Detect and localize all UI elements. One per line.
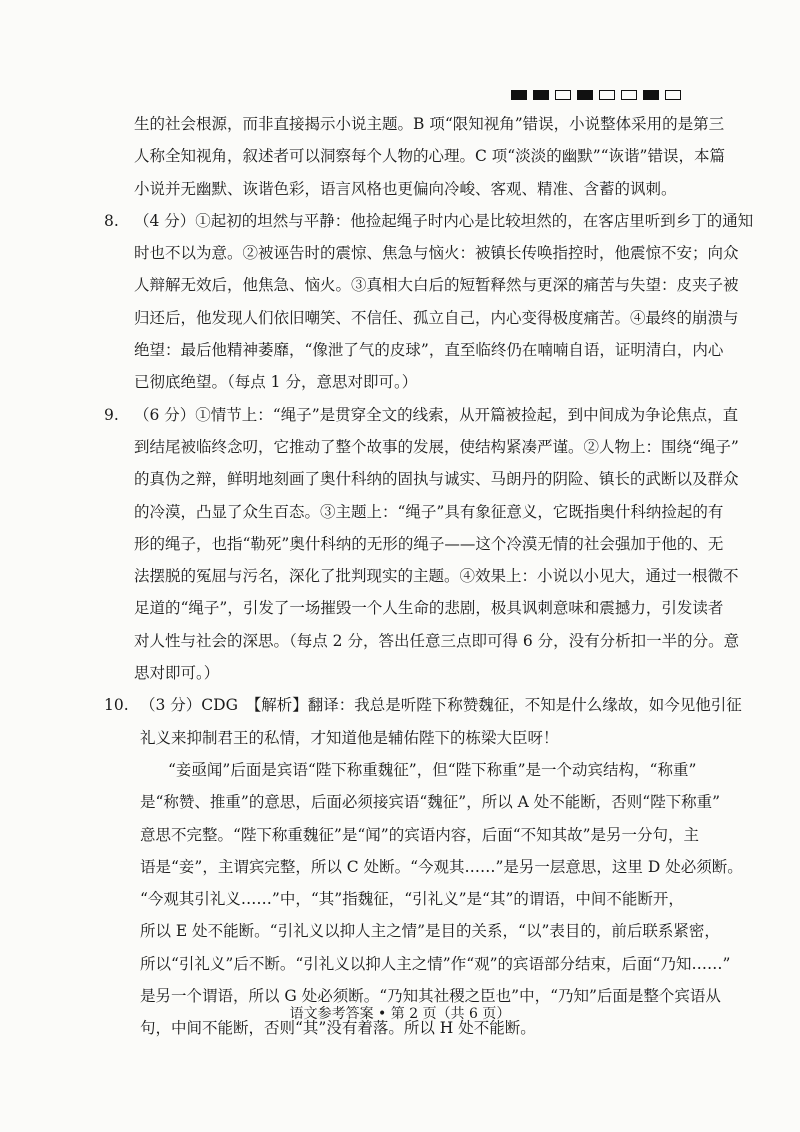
line-text: 所以 E 处不能断。“引礼义以抑人主之情”是目的关系，“以”表目的，前后联系紧密， xyxy=(140,922,720,941)
line-text: 足道的“绳子”，引发了一场摧毁一个人生命的悲剧，极具讽刺意味和震撼力，引发读者 xyxy=(134,599,724,618)
text-line xyxy=(104,625,740,657)
header-mark xyxy=(555,90,571,100)
line-text: 人称全知视角，叙述者可以洞察每个人物的心理。C 项“淡淡的幽默”“诙谐”错误，本篇 xyxy=(134,147,725,166)
text-line xyxy=(104,754,704,786)
question-number: 9. xyxy=(104,405,119,424)
line-text: 的冷漠，凸显了众生百态。③主题上：“绳子”具有象征意义，它既指奥什科纳捡起的有 xyxy=(134,502,724,521)
line-text: 意思不完整。“陛下称重魏征”是“闻”的宾语内容，后面“不知其故”是另一分句，主 xyxy=(140,825,700,844)
line-text: 绝望：最后他精神萎靡，“像泄了气的皮球”，直至临终仍在喃喃自语，证明清白，内心 xyxy=(134,341,724,360)
line-text: 已彻底绝望。（每点 1 分，意思对即可。） xyxy=(134,373,418,392)
text-line xyxy=(104,883,704,915)
line-text: 所以“引礼义”后不断。“引礼义以抑人主之情”作“观”的宾语部分结束，后面“乃知……” xyxy=(140,954,731,973)
line-text: “妾亟闻”后面是宾语“陛下称重魏征”，但“陛下称重”是一个动宾结构，“称重” xyxy=(168,760,697,779)
text-line xyxy=(104,948,731,980)
header-mark xyxy=(511,90,527,100)
line-text: 的真伪之辩，鲜明地刻画了奥什科纳的固执与诚实、马朗丹的阴险、镇长的武断以及群众 xyxy=(134,470,739,489)
text-line xyxy=(104,592,724,624)
header-mark xyxy=(599,90,615,100)
line-text: “今观其引礼义……”中，“其”指魏征，“引礼义”是“其”的谓语，中间不能断开， xyxy=(140,890,684,909)
line-text: 对人性与社会的深思。（每点 2 分，答出任意三点即可得 6 分，没有分析扣一半的分。意 xyxy=(134,631,740,650)
text-line xyxy=(104,302,739,334)
line-text: 是“称赞、推重”的意思，后面必须接宾语“魏征”，所以 A 处不能断，否则“陛下称重” xyxy=(140,793,721,812)
header-marks xyxy=(511,90,681,100)
header-mark xyxy=(643,90,659,100)
text-line xyxy=(104,431,739,463)
header-mark xyxy=(621,90,637,100)
text-line xyxy=(104,819,704,851)
line-text: 小说并无幽默、诙谐色彩，语言风格也更偏向冷峻、客观、精准、含蓄的讽刺。 xyxy=(134,179,677,198)
text-line xyxy=(104,915,720,947)
question-number: 8. xyxy=(104,211,119,230)
text-line xyxy=(104,173,704,205)
text-line xyxy=(104,657,704,689)
line-text: 生的社会根源，而非直接揭示小说主题。B 项“限知视角”错误，小说整体采用的是第三 xyxy=(134,115,725,133)
text-line xyxy=(104,496,724,528)
text-line xyxy=(104,560,739,592)
text-line xyxy=(104,140,725,172)
line-text: （6 分）①情节上：“绳子”是贯穿全文的线索，从开篇被捡起，到中间成为争论焦点，直 xyxy=(134,405,739,424)
text-line xyxy=(104,851,743,883)
text-line xyxy=(104,108,725,140)
header-mark xyxy=(577,90,593,100)
line-text: 语是“妾”，主谓宾完整，所以 C 处断。“今观其……”是另一层意思，这里 D 处必须断。 xyxy=(140,857,743,876)
line-text: 是另一个谓语，所以 G 处必须断。“乃知其社稷之臣也”中，“乃知”后面是整个宾语从 xyxy=(140,987,721,1006)
text-line xyxy=(104,399,739,431)
line-text: 句，中间不能断，否则“其”没有着落。所以 H 处不能断。 xyxy=(140,1019,536,1038)
text-line xyxy=(104,528,724,560)
text-line xyxy=(104,366,704,398)
text-line xyxy=(104,786,721,818)
line-text: 归还后，他发现人们依旧嘲笑、不信任、孤立自己，内心变得极度痛苦。④最终的崩溃与 xyxy=(134,308,739,327)
text-line xyxy=(104,205,754,237)
line-text: 形的绳子，也指“勒死”奥什科纳的无形的绳子——这个冷漠无情的社会强加于他的、无 xyxy=(134,534,724,553)
line-text: 人辩解无效后，他焦急、恼火。③真相大白后的短暂释然与更深的痛苦与失望：皮夹子被 xyxy=(134,276,739,295)
question-number: 10. xyxy=(104,696,129,715)
line-text: 礼义来抑制君王的私情，才知道他是辅佑陛下的栋梁大臣呀！ xyxy=(140,728,559,747)
line-text: （4 分）①起初的坦然与平静：他捡起绳子时内心是比较坦然的，在客店里听到乡丁的通知 xyxy=(134,211,754,230)
line-text: （3 分）CDG 【解析】翻译：我总是听陛下称赞魏征，不知是什么缘故，如今见他引征 xyxy=(140,696,742,715)
page-footer: 语文参考答案 • 第 2 页（共 6 页） xyxy=(289,1006,511,1022)
header-mark xyxy=(665,90,681,100)
text-line xyxy=(104,237,739,269)
answer-text xyxy=(104,108,754,1045)
text-line xyxy=(104,689,742,721)
line-text: 到结尾被临终念叨，它推动了整个故事的发展，使结构紧凑严谨。②人物上：围绕“绳子” xyxy=(134,437,739,456)
header-mark xyxy=(533,90,549,100)
line-text: 法摆脱的冤屈与污名，深化了批判现实的主题。④效果上：小说以小见大，通过一根微不 xyxy=(134,567,739,586)
line-text: 时也不以为意。②被诬告时的震惊、焦急与恼火：被镇长传唤指控时，他震惊不安；向众 xyxy=(134,244,739,263)
line-text: 思对即可。） xyxy=(134,664,220,683)
text-line xyxy=(104,269,739,301)
text-line xyxy=(104,722,704,754)
text-line xyxy=(104,463,739,495)
text-line xyxy=(104,334,724,366)
